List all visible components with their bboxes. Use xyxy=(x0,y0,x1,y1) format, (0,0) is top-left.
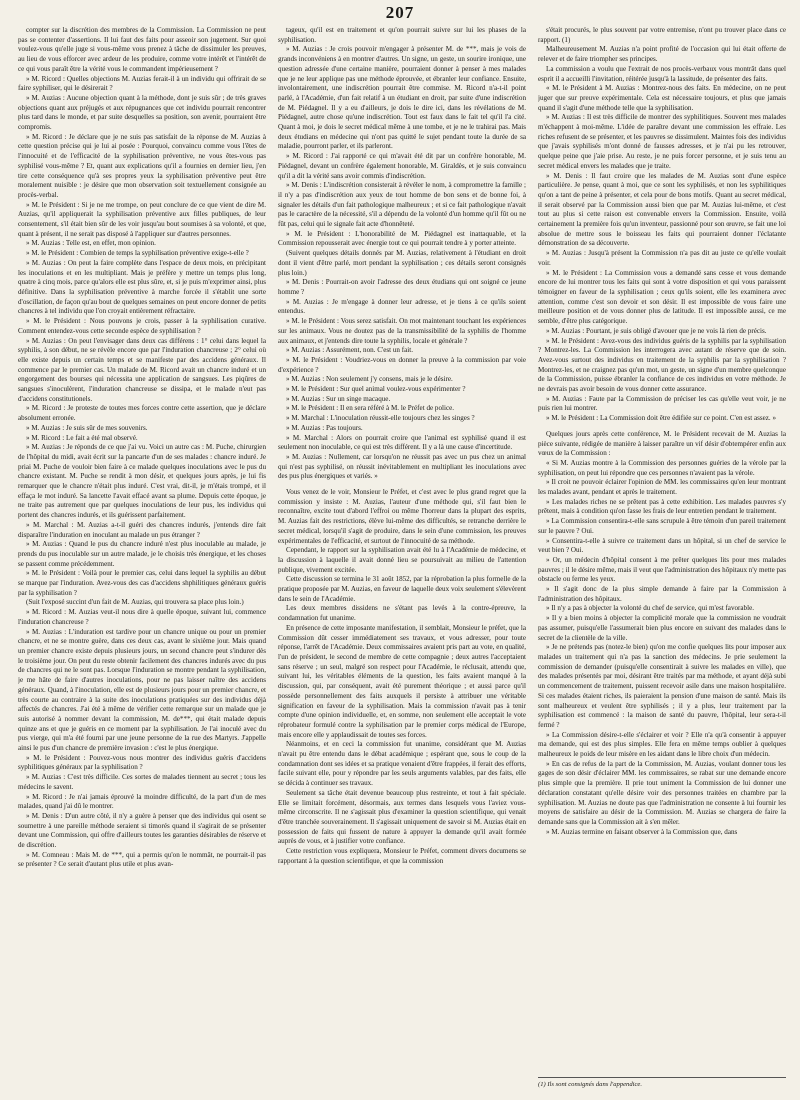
paragraph: » M. le Président : Avez-vous des individus guéris de la syphilis par la syphilisation ? Montrez-les. La Commission les interrogera avec autant de réserve que de soin. Avez-vous surtout des individus en traitement de la syphilis par la syphilisation ? Montrez-les, et ne craignez pas qu'un mot, un geste, un signe d'un membre quelconque de la Commission, puisse ébranler la confiance de ces individus en votre méthode. Je ne devrais pas avoir besoin de vous donner cette assurance. xyxy=(538,336,786,394)
paragraph: Vous venez de le voir, Monsieur le Préfet, et c'est avec le plus grand regret que la commission y insiste : M. Auzias, l'auteur d'une méthode qui, s'il faut bien le reconnaître, excite tout d'abord l'effroi ou même l'horreur dans la plupart des esprits, M. Auzias fait des restrictions, élève lui-même des difficultés, se retranche derrière le secret médical, lorsqu'il s'agit de produire, dans le sein d'une commission, les preuves expérimentales de l'efficacité, et surtout de l'innocuité de sa méthode. xyxy=(278,488,526,545)
paragraph: s'était procurés, le plus souvent par votre entremise, n'ont pu trouver place dans ce rapport. (1) xyxy=(538,26,786,44)
paragraph: » M. Ricord : M. Auzias veut-il nous dire à quelle époque, suivant lui, commence l'induration chancreuse ? xyxy=(18,608,266,626)
paragraph: » M. Auzias : Assurément, non. C'est un fait. xyxy=(286,346,413,355)
paragraph: Malheureusement M. Auzias n'a point profité de l'occasion qui lui était offerte de relever et de faire triompher ses principes. xyxy=(538,45,786,64)
paragraph: » Or, un médecin d'hôpital consent à me prêter quelques lits pour mes malades pauvres ; il le désire même, mais il veut que l'administration des hôpitaux n'y mette pas obstacle ou ferme les yeux. xyxy=(538,555,786,584)
page-number: 207 xyxy=(385,3,415,22)
paragraph: « Si M. Auzias montre à la Commission des personnes guéries de la vérole par la syphilisation, on peut lui répondre que ces personnes n'avaient pas la vérole. xyxy=(538,458,786,477)
paragraph: Néanmoins, et en ceci la commission fut unanime, considérant que M. Auzias n'avait pu être entendu dans le débat académique ; espérant que, sous le coup de la condamnation dont ses idées et sa pratique venaient d'être frappées, il ferait des efforts, facile suivant elle, pour y répondre par les seuls arguments valables, par des faits, elle se décida à continuer ses travaux. xyxy=(278,740,526,788)
paragraph: » M. Auzias : Quand le pus du chancre induré n'est plus inoculable au malade, je prends du pus inoculable sur un autre malade, je le choisis très énergique, et les choses se passent comme précédemment. xyxy=(18,540,266,568)
footnote: (1) Ils sont consignés dans l'appendice. xyxy=(538,1077,786,1090)
text-column-2 xyxy=(278,26,526,1090)
paragraph: » La Commission consentira-t-elle sans scrupule à être témoin d'un pareil traitement sur le pauvre ? Oui. xyxy=(538,517,786,535)
paragraph: » M. Comneau : Mais M. de ***, qui a permis qu'on le nommât, ne pourrait-il pas se présenter ? Ce serait d'autant plus utile et plus avan- xyxy=(18,850,266,869)
paragraph: » M. Denis : Il faut croire que les malades de M. Auzias sont d'une espèce particulière. Je pense, quant à moi, que ce sont les syphilisés, et non les syphilitiques qu'on a tant de peine à présenter, et cela pour de bons motifs. Quant au secret médical, il serait observé par la Commission aussi bien que par M. Auzias lui-même, et c'est tout au plus si cette raison est convenable envers la Commission. Ensuite, voilà certainement la première fois qu'un inventeur, passionné pour son œuvre, se fait une loi absolue de mettre sous le boisseau les faits qui pourraient donner l'éclatante démonstration de sa découverte. xyxy=(538,171,786,248)
paragraph: » M. Auzias : Pas toujours. xyxy=(286,423,363,432)
paragraph: » M. Auzias : Jusqu'à présent la Commission n'a pas dit au juste ce qu'elle voulait voir. xyxy=(538,249,786,267)
paragraph: » M. Ricord : Je n'ai jamais éprouvé la moindre difficulté, de la part d'un de mes malades, quand j'ai dû le montrer. xyxy=(18,792,266,811)
paragraph: » M. Ricord : Le fait a été mal observé. xyxy=(26,433,138,442)
paragraph: » M. le Président : Vous serez satisfait. On mot maintenant touchant les expériences sur les animaux. Vous ne doutez pas de la transmissibilité de la syphilis de l'homme aux animaux, et j'entends dire toute la syphilis, locale et générale ? xyxy=(278,317,526,345)
paragraph: » M. Auzias : On peut la faire complète dans l'espace de deux mois, en précipitant les inoculations et en les multipliant. Mais je préfère y mettre un temps plus long, quatre à cinq mois, parce qu'alors elle est plus sûre, et, si je puis m'exprimer ainsi, plus définitive. Dans la syphilisation préventive à marche forcée il s'établit une sorte d'oscillation, de façon qu'au bout de quelques semaines on peut encore donner de petits chancres à tel individu que l'on croyait entièrement réfractaire. xyxy=(18,258,266,316)
paragraph: » En cas de refus de la part de la Commission, M. Auzias, voulant donner tous les gages de son désir d'éclairer MM. les commissaires, se rabat sur une demande encore plus simple que la première. Il prie tout uniment la Commission de lui donner une déclaration constatant qu'elle désire voir des personnes traitées en chambre par la syphilisation. M. Auzias ne doute pas que l'administration ne consente à lui fournir les moyens de satisfaire au désir de la Commission. M. Auzias se chargera de faire la demande sans que la Commission ait à s'en mêler. xyxy=(538,759,786,826)
paragraph: » M. Auzias : Pourtant, je suis obligé d'avouer que je ne vois là rien de précis. xyxy=(546,326,767,335)
paragraph: » M. Auzias : Aucune objection quant à la méthode, dont je suis sûr ; de très graves objections quant aux préjugés et aux répugnances que cet individu pourrait rencontrer plus tard dans le monde, et par suite desquelles sa position, son avenir, pourraient être compromis. xyxy=(18,93,266,132)
paragraph: » M. Auzias : Je réponds de ce que j'ai vu. Voici un autre cas : M. Puche, chirurgien de l'hôpital du midi, avait écrit sur la pancarte d'un de ses malades : chancre induré. Je priai M. Puche de vouloir bien faire à ce malade quelques inoculations avec le pus du chancre existant. M. Puche se rendit à mon désir, et quelques jours après, je lui fis remarquer que le chancre n'était plus induré. C'est vrai, dit-il, je m'étais trompé, et il effaça le mot induré. Sa lancette l'avait effacé avant sa plume. Depuis cette époque, je ne traite pas autrement que par quelques inoculations de leur pus, les individus qui portent des chancres indurés, et ils guérissent parfaitement. xyxy=(18,443,266,520)
paragraph: » M. Ricord : J'ai rapporté ce qui m'avait été dit par un confrère honorable, M. Piédagnel, devant un confrère également honorable, M. Giraldès, et je suis convaincu qu'il a dit la vérité sans avoir commis d'indiscrétion. xyxy=(278,152,526,180)
paragraph: » M. Marchal : Alors on pourrait croire que l'animal est syphilisé quand il est seulement non inoculable, ce qui est très différent. Il y a là une cause d'incertitude. xyxy=(278,433,526,452)
paragraph: » M. Auzias termine en faisant observer à la Commission que, dans xyxy=(546,827,738,836)
paragraph: tageux, qu'il est en traitement et qu'on pourrait suivre sur lui les phases de la syphilisation. xyxy=(278,26,526,44)
paragraph: » M. Auzias : Non seulement j'y consens, mais je le désire. xyxy=(286,375,453,384)
text-column-3 xyxy=(538,26,786,1090)
paragraph: » M. Marchal : L'inoculation réussit-elle toujours chez les singes ? xyxy=(286,414,475,423)
paragraph: » M. Denis : L'indiscrétion consisterait à révéler le nom, à compromettre la famille ; il n'y a pas d'indiscrétion aux yeux de tout homme de bon sens et de bonne foi, à signaler les détails d'un fait pathologique malheureux ; et si ce fait pathologique n'avait pas le caractère de la nécessité, s'il a dépendu de la volonté d'un homme qu'il fût ou ne fût pas, celui qui le signale fait acte d'honnêteté. xyxy=(278,181,526,229)
paragraph: Quelques jours après cette conférence, M. le Président recevait de M. Auzias la pièce suivante, rédigée de manière à laisser paraître un vif désir d'obtempérer enfin aux vœux de la Commission : xyxy=(538,429,786,458)
paragraph: » M. Ricord : Je déclare que je ne suis pas satisfait de la réponse de M. Auzias à cette question précise qui je lui ai posée : Pourquoi, convaincu comme vous l'êtes de l'innocuité et de l'efficacité de la syphilisation préventive, ne vous êtes-vous pas syphilisé vous-même ? Et, quant aux explications qu'il a fournies en dernier lieu, j'en tire cette conséquence qu'à ses propres yeux la syphilisation préventive peut être moralement nuisible : je désire que mon observation soit textuellement consignée au procès-verbal. xyxy=(18,132,266,199)
paragraph: » M. Auzias : C'est très difficile. Ces sortes de malades tiennent au secret ; tous les médecins le savent. xyxy=(18,773,266,791)
paragraph: » M. le Président : Voudriez-vous en donner la preuve à la commission par voie d'expérience ? xyxy=(278,355,526,374)
paragraph: » M. Auzias : Il est très difficile de montrer des syphilitiques. Souvent mes malades m'échappent à moi-même. L'idée de paraître devant une commission les effraie. Les riches refusent de se présenter, et les pauvres se dissimulent. Maintes fois des individus que j'avais syphilisés m'ont donné de fausses adresses, et je n'ai pu les retrouver, quelque peine que j'aie prise. Au reste, je ne puis forcer personne, et je suis tenu au secret médical envers les malades que je traite. xyxy=(538,113,786,170)
paragraph: » Il s'agit donc de la plus simple demande à faire par la Commission à l'administration des hôpitaux. xyxy=(538,585,786,603)
text-column-1 xyxy=(18,26,266,1090)
paragraph: » Il y a bien moins à objecter la complicité morale que la commission ne voudrait pas assumer, puisqu'elle l'assumerait bien plus encore en suivant des malades dans le secret de la clientèle de la ville. xyxy=(538,614,786,642)
paragraph: » M. Ricord : Quelles objections M. Auzias ferait-il à un individu qui offrirait de se faire syphiliser, qui le désirerait ? xyxy=(18,74,266,93)
paragraph: » M. Auzias : Nullement, car lorsqu'on ne réussit pas avec un pus chez un animal qui n'est pas syphilisé, on réussit inévitablement en multipliant les inoculations avec des pus plus énergiques et variés. » xyxy=(278,452,526,481)
paragraph: « M. le Président à M. Auzias : Montrez-nous des faits. En médecine, on ne peut juger que sur preuve expérimentale. Cela est nécessaire toujours, et plus que jamais quand il s'agit d'une méthode telle que la syphilisation. xyxy=(538,84,786,112)
text-column-3-body xyxy=(538,26,786,837)
paragraph: » Il croit ne pouvoir éclairer l'opinion de MM. les commissaires qu'en leur montrant les malades avant, pendant et après le traitement. xyxy=(538,478,786,497)
paragraph: » M. le Président : Si je ne me trompe, on peut conclure de ce que vient de dire M. Auzias, qu'il appliquerait la syphilisation préventive aux filles publiques, de leur consentement, s'il était bien sûr de les voir jusqu'au bout soumises à sa volonté, et que, quant à présent, il ne serait pas disposé à l'appliquer sur d'autres personnes. xyxy=(18,200,266,238)
paragraph: » M. le Président : Nous pouvons je crois, passer à la syphilisation curative. Comment entendez-vous cette seconde espèce de syphilisation ? xyxy=(18,317,266,335)
paragraph: » M. Auzias : Je m'engage à donner leur adresse, et je tiens à ce qu'ils soient entendus. xyxy=(278,297,526,316)
paragraph: » M. Auzias : L'induration est tardive pour un chancre unique ou pour un premier chancre, et ne se montre guère, dans ces deux cas, avant le sixième jour. Mais quand un premier chancre existe depuis plusieurs jours, un second chancre peut s'indurer dès le troisième jour. On peut du reste obtenir facilement des chancres indurés avec du pus de chancres qui ne le sont pas. Lorsque l'induration se montre pendant la syphilisation, je me hâte de faire d'autres inoculations, pour ne pas laisser naître des accidens généraux. Quand, à l'inoculation, elle est de plusieurs jours pour un premier chancre, et très courte au contraire à la suite des inoculations pratiquées sur des individus déjà affectés de chancres. J'ai été à même de vérifier cette remarque sur un malade que je suis autorisé à nommer devant la commission, M. de***, qui était malade depuis quinze ans et que je guéris en ce moment par la syphilisation. Je l'ai inoculé avec du pus vierge, qui m'a été fourni par une jeune personne de la rue des Martyrs. J'appelle ainsi le pus d'un chancre de première invasion : c'est le plus énergique. xyxy=(18,627,266,753)
paragraph: » Je ne prétends pas (notez-le bien) qu'on me confie quelques lits pour imposer aux malades un traitement qui n'a pas la sanction des médecins. Je prie seulement la commission de demander (puisqu'elle consentirait à suivre les malades en ville), que des malades présentés par moi, désirant être traités par ma méthode, et ayant déjà subi un commencement de traitement, puissent recevoir asile dans une maison hospitalière. Si ces malades étaient riches, ils paieraient la pension d'une maison de santé. Mais ils sont malheureux et veulent être syphilisés ; il y a plus, leur traitement par la syphilisation est commencé : la maison de santé du pauvre, l'hôpital, leur sera-t-il fermé ? xyxy=(538,643,786,729)
paragraph: » M. le Président : La Commission doit être édifiée sur ce point. C'en est assez. » xyxy=(546,414,777,423)
paragraph: Cependant, le rapport sur la syphilisation avait été lu à l'Académie de médecine, et la discussion à laquelle il avait donné lieu se poursuivait au milieu de l'attention publique, vivement excitée. xyxy=(278,546,526,574)
paragraph: » M. Auzias : Sur un singe macaque. xyxy=(286,394,391,403)
paragraph: » M. le Président : Voilà pour le premier cas, celui dans lequel la syphilis au début se marque par l'induration. Avez-vous des cas d'accidens shphilitiques généraux guéris par la syphilisation ? xyxy=(18,569,266,597)
paragraph: » M. Denis : Pourrait-on avoir l'adresse des deux étudians qui ont soigné ce jeune homme ? xyxy=(278,278,526,296)
paragraph: (Suit l'exposé succint d'un fait de M. Auzias, qui trouvera sa place plus loin.) xyxy=(26,598,244,607)
paragraph: » M. Auzias : Je crois pouvoir m'engager à présenter M. de ***, mais je vois de grands inconvéniens à en montrer d'autres. Un signe, un geste, un sourire ironique, une question adressée d'une certaine manière, pourraient donner à penser à mes malades que je ne leur applique pas une méthode éprouvée, et ébranler leur confiance. Ensuite, involontairement, une indiscrétion pourrait être commise. M. Ricord n'a-t-il point parlé, à l'Académie, d'un fait relatif à un étudiant en droit, par suite d'une indiscrétion de M. Piédagnel. Il y a eu d'ailleurs, je dois le dire ici, dans les révélations de M. Piédagnel, autre chose qu'une indiscrétion. Tout est faux dans le fait tel qu'il l'a cité. Quant à moi, je dois le secret médical même à une tombe, et je ne le trahirai pas. Mais deux étudians en médecine qui n'ont pas quitté le sujet pendant toute la durée de sa maladie, pourront parler, et ils parleront. xyxy=(278,45,526,151)
paragraph: En présence de cette imposante manifestation, il semblait, Monsieur le préfet, que la Commission dût cesser immédiatement ses travaux, et vous adresser, pour toute réponse, l'arrêt de l'Académie. Deux commissaires avaient pris part au vote, en qualité, l'un de président, le second de membre de cette compagnie ; deux autres l'acceptaient sans réserve ; un seul, malgré son respect pour l'Académie, le réclusait, attendu que, suivant lui, les véritables éléments de la question, les faits avaient manqué à la discussion, qui, par conséquent, avait été purement théorique ; et aussi parce qu'il possède personnellement des faits auxquels il persiste à attribuer une véritable signification en faveur de la syphilisation. Mais la commission n'avait pas à tenir compte d'une opinion individuelle, et, en somme, non seulement elle acceptait le vote réprobateur formulé contre la syphilisation par le premier corps médical de l'Europe, mais encore elle y applaudissait de toutes ses forces. xyxy=(278,623,526,739)
paragraph: » M. Auzias : Faute par la Commission de préciser les cas qu'elle veut voir, je ne puis rien lui montrer. xyxy=(538,394,786,413)
paragraph: Cette discussion se termina le 31 août 1852, par la réprobation la plus formelle de la pratique proposée par M. Auzias, en faveur de laquelle deux voix seulement s'élevèrent dans le sein de l'Académie. xyxy=(278,575,526,603)
paragraph: » Les malades riches ne se prêtent pas à cette exhibition. Les malades pauvres s'y prêtent, mais à condition qu'on fasse les frais de leur entretien pendant le traitement. xyxy=(538,497,786,516)
paragraph: La commission a voulu que l'extrait de nos procès-verbaux vous montrât dans quel esprit il a accueilli l'invitation, réitérée jusqu'à la lassitude, de présenter des faits. xyxy=(538,64,786,83)
paragraph: » M. Denis : D'un autre côté, il n'y a guère à penser que des individus qui osent se soumettre à une pareille méthode seraient si timorés quand il s'agirait de se présenter devant une Commission, qui offre d'ailleurs toutes les garanties désirables de réserve et de discrétion. xyxy=(18,811,266,850)
text-columns xyxy=(18,26,786,1090)
paragraph: » La Commission désire-t-elle s'éclairer et voir ? Elle n'a qu'à consentir à appuyer ma demande, qui est des plus simples. Elle fera en même temps oublier à quelques malheureux le poids de leur misère en les aidant dans le libre choix d'un médecin. xyxy=(538,730,786,759)
paragraph: » M. le Président : La Commission vous a demandé sans cesse et vous demande encore de lui montrer tous les faits qui sont à votre disposition et qui vous paraissent témoigner en faveur de la syphilisation ; ceux qu'ils soient, elle les examinera avec attention, comme c'est son devoir et son désir. Il est impossible de vous faire une meilleure position et de vous donner plus de latitude. Il est impossible aussi, ce me semble, d'être plus catégorique. xyxy=(538,268,786,326)
paragraph: Les deux membres dissidens ne s'étant pas levés à la contre-épreuve, la condamnation fut unanime. xyxy=(278,604,526,623)
paragraph: compter sur la discrétion des membres de la Commission. La Commission ne peut pas se contenter d'assertions. Il lui faut des faits pour asseoir son jugement. Sur quoi voulez-vous qu'elle juge si vous-même vous prenez à tâche de dissimuler les preuves, au lieu de vous efforcer avec ardeur de les produire, comme votre intérêt et l'intérêt de ce qui vous paraît être la vérité vous le commandent impérieusement ? xyxy=(18,26,266,73)
paragraph: » M. le Président : Combien de temps la syphilisation préventive exige-t-elle ? xyxy=(26,249,249,258)
paragraph: » Il n'y a pas à objecter la volonté du chef de service, qui m'est favorable. xyxy=(546,604,754,613)
paragraph: » M. Auzias : Je suis sûr de mes souvenirs. xyxy=(26,423,148,432)
paragraph: » M. Auzias : On peut l'envisager dans deux cas différens : 1° celui dans lequel la syphilis, à son début, ne se révèle encore que par l'induration chancreuse ; 2° celui où elle existe depuis un certain temps et se manifeste par des accidens généraux. Il commence par le premier cas. Un malade de M. Ricord avait un chancre induré et un engorgement des bourses qui nécessita une application de sangsues. Les piqûres de sangsues s'inoculèrent, l'induration chancreuse se dissipa, et le malade n'eut pas d'accidens constitutionels. xyxy=(18,336,266,403)
paragraph: » M. le Président : Sur quel animal voulez-vous expérimenter ? xyxy=(286,385,466,394)
paragraph: » M. Auzias : Telle est, en effet, mon opinion. xyxy=(26,239,156,248)
paragraph: » M. le Président : Pouvez-vous nous montrer des individus guéris d'accidens syphilitiques généraux par la syphilisation ? xyxy=(18,753,266,772)
paragraph: » M. le Président : L'honorabilité de M. Piédagnel est inattaquable, et la Commission repousserait avec énergie tout ce qui pourrait tendre à y porter atteinte. xyxy=(278,229,526,248)
paragraph: » M. Ricord : Je proteste de toutes mes forces contre cette assertion, que je déclare absolument erronée. xyxy=(18,404,266,423)
paragraph: » M. le Président : Il en sera référé à M. le Préfet de police. xyxy=(286,404,455,413)
paragraph: » M. Marchal : M. Auzias a-t-il guéri des chancres indurés, j'entends dire fait disparaître l'induration en inoculant au malade un pus étranger ? xyxy=(18,520,266,539)
paragraph: » Consentira-t-elle à suivre ce traitement dans un hôpital, si un chef de service le veut bien ? Oui. xyxy=(538,536,786,555)
paragraph: (Suivent quelques détails donnés par M. Auzias, relativement à l'étudiant en droit dont il vient d'être parlé, mort pendant la syphilisation ; ces détails seront consignés plus loin.) xyxy=(278,249,526,277)
paragraph: Cette restriction vous expliquera, Monsieur le Préfet, comment divers documens se rapportant à la question scientifique, et que la commission xyxy=(278,847,526,865)
paragraph: Seulement sa tâche était devenue beaucoup plus restreinte, et tout à fait spéciale. Elle se limitait forcément, désormais, aux termes dans lesquels vous l'aviez vous-même circonscrite. Il ne s'agissait plus d'examiner la question scientifique, qui venait d'être tranchée souverainement. Il s'agissait uniquement de savoir si M. Auzias était en possession de faits qui fussent de nature à appuyer la demande qu'il avait formée auprès de vous, et à justifier votre confiance. xyxy=(278,788,526,846)
